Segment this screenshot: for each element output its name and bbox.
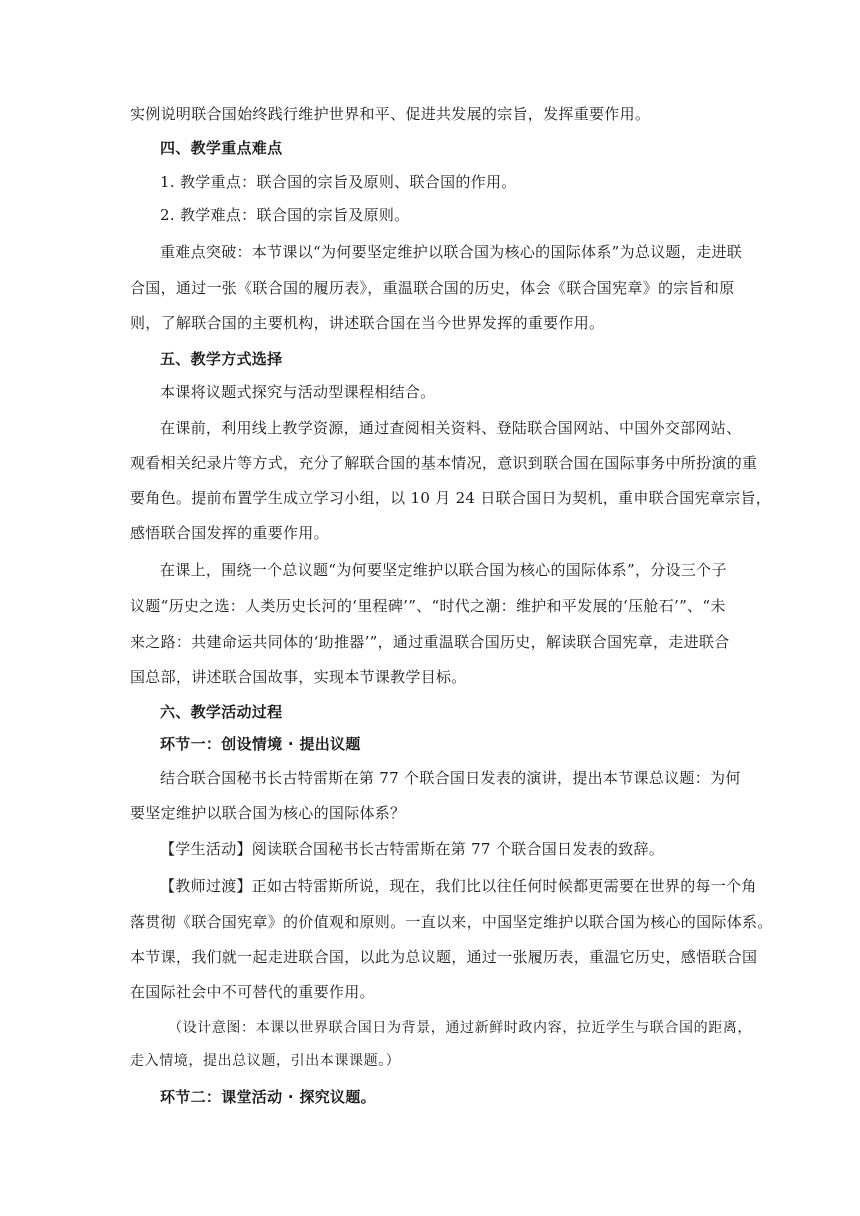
body-text-line: 落贯彻《联合国宪章》的价值观和原则。一直以来，中国坚定维护以联合国为核心的国际体系。: [130, 913, 773, 931]
body-text-line: 本节课，我们就一起走进联合国，以此为总议题，通过一张履历表，重温它历史，感悟联合国: [130, 948, 758, 966]
subsection-heading: 环节二：课堂活动 · 探究议题。: [160, 1088, 376, 1106]
body-text-line: 则，了解联合国的主要机构，讲述联合国在当今世界发挥的重要作用。: [130, 314, 605, 332]
body-text-line: 结合联合国秘书长古特雷斯在第 77 个联合国日发表的演讲，提出本节课总议题：为何: [160, 769, 741, 787]
student-activity-line: 【学生活动】阅读联合国秘书长古特雷斯在第 77 个联合国日发表的致辞。: [160, 840, 665, 858]
section-heading: 五、教学方式选择: [160, 350, 283, 368]
body-text-line: 在课前，利用线上教学资源，通过查阅相关资料、登陆联合国网站、中国外交部网站、: [160, 419, 742, 437]
body-text-line: 感悟联合国发挥的重要作用。: [130, 524, 329, 542]
section-heading: 六、教学活动过程: [160, 703, 283, 721]
body-text-line: 议题“历史之选：人类历史长河的‘里程碑’”、“时代之潮：维护和平发展的‘压舱石’”、“未: [130, 597, 726, 615]
body-text-line: 在课上，围绕一个总议题“为何要坚定维护以联合国为核心的国际体系”，分设三个子: [160, 561, 727, 579]
subsection-heading: 环节一：创设情境 · 提出议题: [160, 735, 361, 753]
body-text-line: 合国，通过一张《联合国的履历表》，重温联合国的历史，体会《联合国宪章》的宗旨和原: [130, 279, 735, 297]
design-intent-line: （设计意图：本课以世界联合国日为背景，通过新鲜时政内容，拉近学生与联合国的距离，: [168, 1020, 752, 1036]
body-text-line: 国总部，讲述联合国故事，实现本节课教学目标。: [130, 668, 467, 686]
body-text-line: 要坚定维护以联合国为核心的国际体系？: [130, 804, 406, 822]
body-text-line: 实例说明联合国始终践行维护世界和平、促进共发展的宗旨，发挥重要作用。: [130, 105, 651, 123]
list-item: 2. 教学难点：联合国的宗旨及原则。: [160, 206, 410, 224]
body-text-line: 本课将议题式探究与活动型课程相结合。: [160, 383, 436, 401]
body-text-line: 在国际社会中不可替代的重要作用。: [130, 983, 375, 1001]
teacher-transition-line: 【教师过渡】正如古特雷斯所说，现在，我们比以往任何时候都更需要在世界的每一个角: [160, 877, 757, 895]
list-item: 1. 教学重点：联合国的宗旨及原则、联合国的作用。: [160, 173, 517, 191]
body-text-line: 来之路：共建命运共同体的‘助推器’”，通过重温联合国历史，解读联合国宪章，走进联合: [130, 633, 730, 651]
body-text-line: 要角色。提前布置学生成立学习小组，以 10 月 24 日联合国日为契机，重申联合国宪章宗旨，: [130, 489, 772, 507]
body-text-line: 重难点突破：本节课以“为何要坚定维护以联合国为核心的国际体系”为总议题，走进联: [160, 243, 743, 261]
design-intent-line: 走入情境，提出总议题，引出本课课题。）: [130, 1053, 401, 1069]
body-text-line: 观看相关纪录片等方式，充分了解联合国的基本情况，意识到联合国在国际事务中所扮演的重: [130, 454, 758, 472]
section-heading: 四、教学重点难点: [160, 139, 283, 157]
